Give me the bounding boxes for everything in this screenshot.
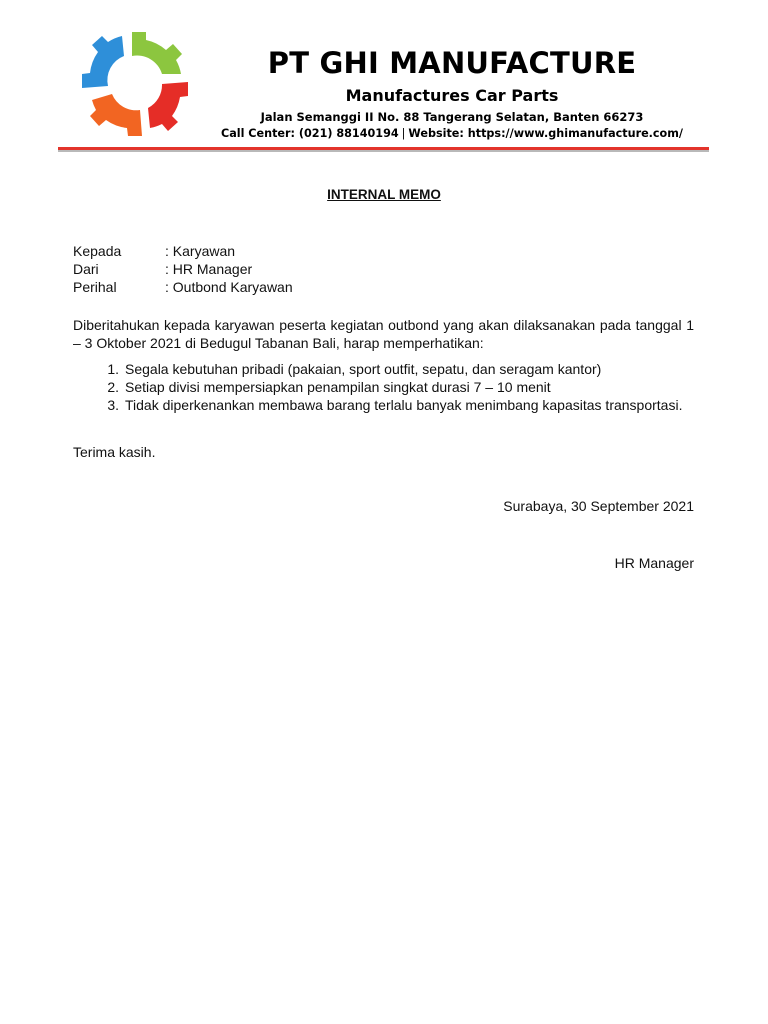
letterhead-rule-shadow: [58, 150, 709, 152]
list-text: Setiap divisi mempersiapkan penampilan singkat durasi 7 – 10 menit: [125, 379, 551, 395]
list-number: 3.: [107, 397, 119, 413]
field-value: : Outbond Karyawan: [165, 279, 293, 295]
field-label: Kepada: [73, 243, 122, 259]
logo-gear-green: [132, 32, 182, 74]
logo-gear-orange: [90, 94, 142, 136]
field-value: : HR Manager: [165, 261, 253, 277]
field-dari: [73, 260, 293, 278]
list-text: Segala kebutuhan pribadi (pakaian, sport outfit, sepatu, dan seragam kantor): [125, 361, 602, 377]
memo-closing: Terima kasih.: [73, 444, 156, 460]
call-center: Call Center: (021) 88140194: [220, 127, 399, 140]
signer-title: HR Manager: [614, 555, 694, 571]
field-label: Dari: [73, 261, 99, 277]
field-label: Perihal: [73, 279, 117, 295]
company-contact: [210, 127, 694, 140]
list-item: [73, 378, 694, 396]
list-item: [73, 396, 694, 414]
logo-gear-blue: [82, 36, 124, 88]
memo-header-fields: [73, 242, 293, 296]
list-number: 1.: [107, 361, 119, 377]
field-kepada: [73, 242, 293, 260]
list-item: [73, 360, 694, 378]
logo-gear-red: [148, 82, 188, 131]
field-value: : Karyawan: [165, 243, 236, 259]
memo-intro: Diberitahukan kepada karyawan peserta kegiatan outbond yang akan dilaksanakan pada tanggal 1 – 3 Oktober 2021 di Bedugul Tabanan Bali, harap memperhatikan:: [73, 317, 694, 351]
company-name: PT GHI MANUFACTURE: [267, 46, 637, 80]
company-logo: [78, 28, 200, 136]
memo-list: [73, 360, 694, 414]
list-text: Tidak diperkenankan membawa barang terlalu banyak menimbang kapasitas transportasi.: [125, 397, 683, 413]
place-date: Surabaya, 30 September 2021: [503, 498, 694, 514]
company-tagline: Manufactures Car Parts: [345, 86, 559, 105]
contact-separator: |: [401, 127, 406, 140]
company-address: Jalan Semanggi II No. 88 Tangerang Selatan, Banten 66273: [260, 110, 644, 124]
memo-title: INTERNAL MEMO: [327, 187, 441, 202]
website: Website: https://www.ghimanufacture.com/: [408, 127, 683, 140]
list-number: 2.: [107, 379, 119, 395]
field-perihal: [73, 278, 293, 296]
